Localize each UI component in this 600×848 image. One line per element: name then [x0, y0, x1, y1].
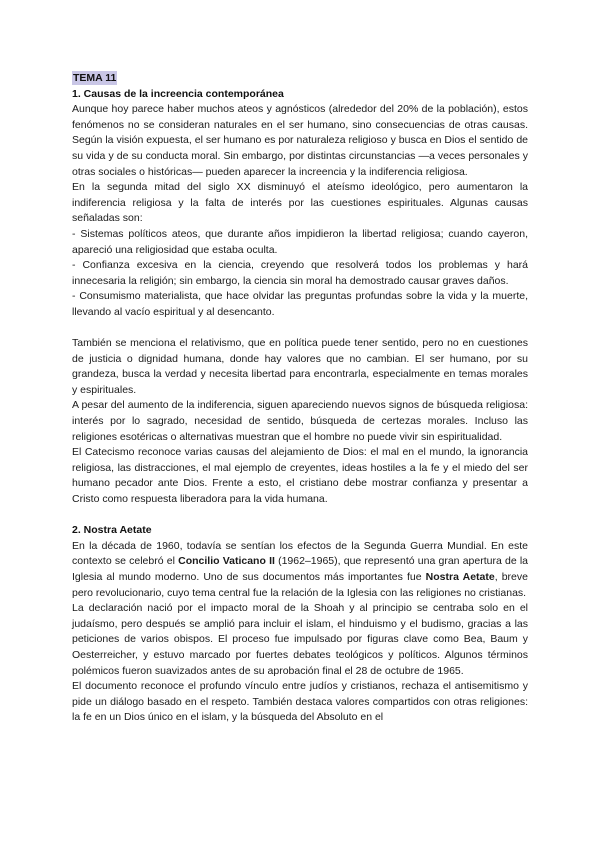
section-1-bullet-1: - Sistemas políticos ateos, que durante años impidieron la libertad religiosa; cuando cayeron, apareció una religiosidad que estaba oculta. [72, 227, 528, 256]
blank-line [72, 321, 528, 337]
topic-label-line [72, 71, 528, 87]
council-name: Concilio Vaticano II [178, 555, 275, 568]
section-2-paragraph-3: El documento reconoce el profundo vínculo entre judíos y cristianos, rechaza el antisemitismo y pide un diálogo basado en el respeto. También destaca valores compartidos con otras religiones: la fe en un Dios único en el islam, y la búsqueda del Absoluto en el [72, 680, 528, 724]
document-name: Nostra Aetate [425, 571, 495, 583]
section-2-heading: 2. Nostra Aetate [72, 524, 152, 537]
document-body [72, 71, 528, 726]
section-1-paragraph-5: El Catecismo reconoce varias causas del alejamiento de Dios: el mal en el mundo, la ignorancia religiosa, las distracciones, el mal ejemplo de creyentes, ideas hostiles a la fe y el miedo del ser humano pecador ante Dios. Frente a esto, el cristiano debe mostrar confianza y presentar a Cristo como respuesta liberadora para la vida humana. [72, 446, 528, 506]
section-1-heading: 1. Causas de la increencia contemporánea [72, 87, 284, 100]
section-2-paragraph-1 [72, 539, 528, 601]
section-2-p1-text-a: En la década de 1960, todavía se sentían los efectos de la Segunda Guerra Mundial. En este contexto se celebró el [72, 539, 528, 568]
section-1-paragraph-1: Aunque hoy parece haber muchos ateos y agnósticos (alrededor del 20% de la población), estos fenómenos no se consideran naturales en el ser humano, sino consecuencias de otras causas. Según la visión expuesta, el ser humano es por naturaleza religioso y busca en Dios el sentido de su vida y de su conducta moral. Sin embargo, por distintas circunstancias —a veces personales y otras sociales o históricas— pueden aparecer la increencia y la indiferencia religiosa. [72, 103, 528, 178]
section-2-p1-text-e: , breve pero revolucionario, cuyo tema central fue la relación de la Iglesia con las religiones no cristianas. [72, 571, 528, 599]
section-2-paragraph-2: La declaración nació por el impacto moral de la Shoah y al principio se centraba solo en el judaísmo, pero después se amplió para incluir el islam, el hinduismo y el budismo, gracias a las peticiones de varios obispos. El proceso fue impulsado por figuras clave como Bea, Baum y Oesterreicher, y estuvo marcado por fuertes debates teológicos y políticos. Algunos términos polémicos fueron suavizados antes de su aprobación final el 28 de octubre de 1965. [72, 602, 528, 677]
section-1-paragraph-2: En la segunda mitad del siglo XX disminuyó el ateísmo ideológico, pero aumentaron la indiferencia religiosa y la falta de interés por las cuestiones espirituales. Algunas causas señaladas son: [72, 181, 528, 225]
topic-label: TEMA 11 [73, 72, 117, 84]
section-1-bullet-2: - Confianza excesiva en la ciencia, creyendo que resolverá todos los problemas y hará innecesaria la religión; sin embargo, la ciencia sin moral ha demostrado causar graves daños. [72, 259, 528, 287]
section-1-bullet-3: - Consumismo materialista, que hace olvidar las preguntas profundas sobre la vida y la muerte, llevando al vacío espiritual y al desencanto. [72, 290, 528, 318]
blank-line [72, 508, 528, 524]
section-2-p1-text-c: (1962–1965), que representó una gran apertura de la Iglesia al mundo moderno. Uno de sus documentos más importantes fue [72, 555, 529, 583]
section-1-paragraph-3: También se menciona el relativismo, que en política puede tener sentido, pero no en cuestiones de justicia o dignidad humana, donde hay valores que no cambian. El ser humano, por su grandeza, busca la verdad y necesita libertad para encontrarla, especialmente en temas morales y espirituales. [72, 337, 528, 396]
section-1-paragraph-4: A pesar del aumento de la indiferencia, siguen apareciendo nuevos signos de búsqueda religiosa: interés por lo sagrado, necesidad de sentido, búsqueda de certezas morales. Incluso las religiones esotéricas o alternativas muestran que el hombre no puede vivir sin espiritualidad. [72, 399, 528, 443]
